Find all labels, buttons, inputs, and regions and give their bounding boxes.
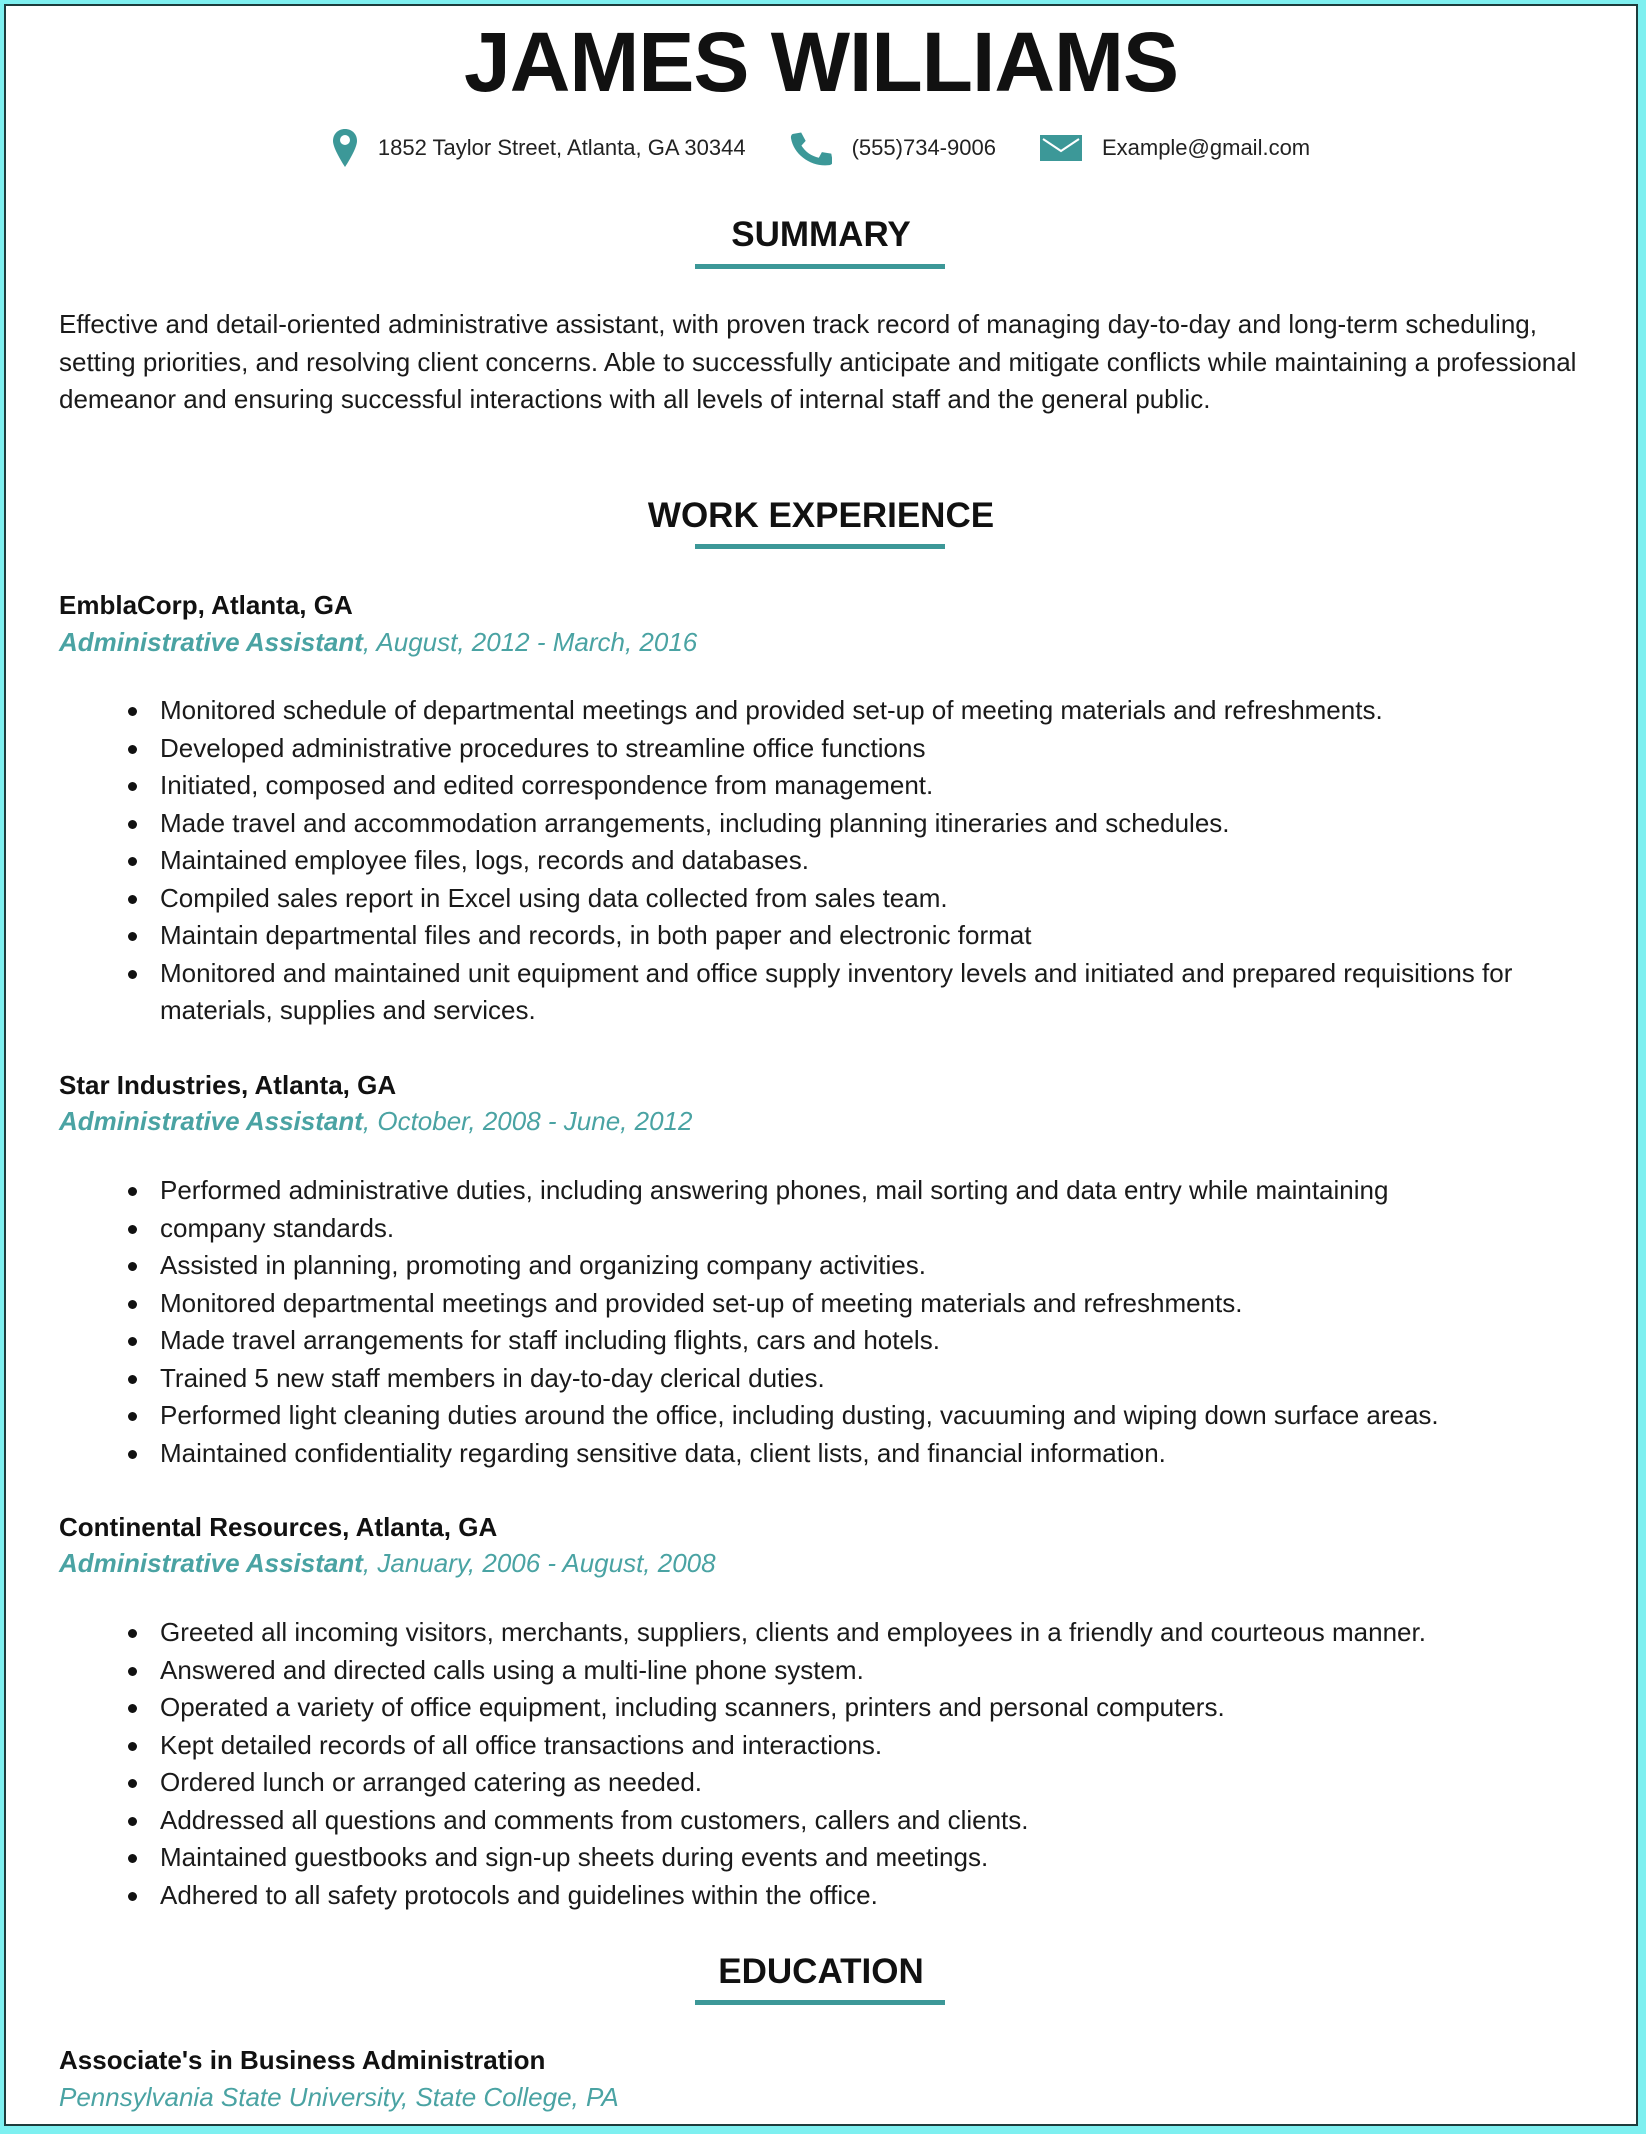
job-title: Administrative Assistant: [59, 627, 363, 657]
bullet-item: Made travel and accommodation arrangements, including planning itineraries and schedules.: [6, 805, 1606, 843]
summary-text: Effective and detail-oriented administrative assistant, with proven track record of managing day-to-day and long-term scheduling, setting priorities, and resolving client concerns. Able to successfully anticipate and mitigate conflicts while maintaining a professional demeanor and ensuring successful interactions with all levels of internal staff and the general public.: [59, 309, 1577, 414]
school: Pennsylvania State University, State College, PA: [59, 2082, 619, 2112]
bullet-item: Monitored and maintained unit equipment and office supply inventory levels and initiated and prepared requisitions for materials, supplies and services.: [6, 955, 1606, 1030]
bullet-item: company standards.: [6, 1210, 1606, 1248]
summary-rule: [695, 264, 945, 269]
bullet-item: Trained 5 new staff members in day-to-day clerical duties.: [6, 1360, 1606, 1398]
phone-icon: [790, 128, 832, 168]
job-role: [59, 1548, 716, 1579]
bullet-item: Adhered to all safety protocols and guidelines within the office.: [6, 1877, 1606, 1915]
bullet-item: Performed light cleaning duties around the office, including dusting, vacuuming and wiping down surface areas.: [6, 1397, 1606, 1435]
job-bullets: [6, 1614, 1606, 1914]
envelope-icon: [1040, 135, 1082, 161]
email-text: Example@gmail.com: [1101, 135, 1311, 160]
job-company: Star Industries, Atlanta, GA: [59, 1070, 397, 1100]
resume-page: [4, 4, 1638, 2126]
job-dates: , October, 2008 - June, 2012: [362, 1106, 693, 1136]
bullet-item: Monitored schedule of departmental meetings and provided set-up of meeting materials and refreshments.: [6, 692, 1606, 730]
work-rule: [695, 544, 945, 549]
education-rule: [695, 2000, 945, 2005]
job-title: Administrative Assistant: [59, 1106, 363, 1136]
work-heading: WORK EXPERIENCE: [647, 496, 995, 535]
bullet-item: Performed administrative duties, including answering phones, mail sorting and data entry while maintaining: [6, 1172, 1606, 1210]
summary-heading: SUMMARY: [731, 215, 911, 254]
bullet-item: Monitored departmental meetings and provided set-up of meeting materials and refreshments.: [6, 1285, 1606, 1323]
bullet-item: Made travel arrangements for staff including flights, cars and hotels.: [6, 1322, 1606, 1360]
bullet-item: Compiled sales report in Excel using data collected from sales team.: [6, 880, 1606, 918]
contact-email: [1040, 135, 1310, 161]
bullet-item: Addressed all questions and comments from customers, callers and clients.: [6, 1802, 1606, 1840]
job-title: Administrative Assistant: [59, 1548, 363, 1578]
job-company: EmblaCorp, Atlanta, GA: [59, 590, 353, 620]
bullet-item: Maintained guestbooks and sign-up sheets during events and meetings.: [6, 1839, 1606, 1877]
job-company: Continental Resources, Atlanta, GA: [59, 1512, 498, 1542]
bullet-item: Maintained confidentiality regarding sensitive data, client lists, and financial information.: [6, 1435, 1606, 1473]
bullet-item: Maintained employee files, logs, records and databases.: [6, 842, 1606, 880]
job-role: [59, 627, 697, 658]
job-role: [59, 1106, 692, 1137]
bullet-item: Developed administrative procedures to streamline office functions: [6, 730, 1606, 768]
candidate-name: JAMES WILLIAMS: [464, 15, 1178, 109]
job-dates: , August, 2012 - March, 2016: [362, 627, 698, 657]
bullet-item: Assisted in planning, promoting and organizing company activities.: [6, 1247, 1606, 1285]
bullet-item: Answered and directed calls using a multi-line phone system.: [6, 1652, 1606, 1690]
bullet-item: Initiated, composed and edited correspondence from management.: [6, 767, 1606, 805]
address-text: 1852 Taylor Street, Atlanta, GA 30344: [377, 135, 746, 160]
location-pin-icon: [332, 128, 358, 168]
contact-row: [6, 128, 1636, 168]
job-bullets: [6, 1172, 1606, 1472]
bullet-item: Kept detailed records of all office transactions and interactions.: [6, 1727, 1606, 1765]
degree: Associate's in Business Administration: [59, 2045, 546, 2075]
education-heading: EDUCATION: [718, 1952, 924, 1991]
contact-address: [332, 128, 746, 168]
job-bullets: [6, 692, 1606, 1030]
phone-text: (555)734-9006: [851, 135, 996, 160]
bullet-item: Ordered lunch or arranged catering as needed.: [6, 1764, 1606, 1802]
bullet-item: Operated a variety of office equipment, including scanners, printers and personal computers.: [6, 1689, 1606, 1727]
contact-phone: [790, 128, 996, 168]
bullet-item: Greeted all incoming visitors, merchants, suppliers, clients and employees in a friendly and courteous manner.: [6, 1614, 1606, 1652]
bullet-item: Maintain departmental files and records, in both paper and electronic format: [6, 917, 1606, 955]
job-dates: , January, 2006 - August, 2008: [362, 1548, 716, 1578]
